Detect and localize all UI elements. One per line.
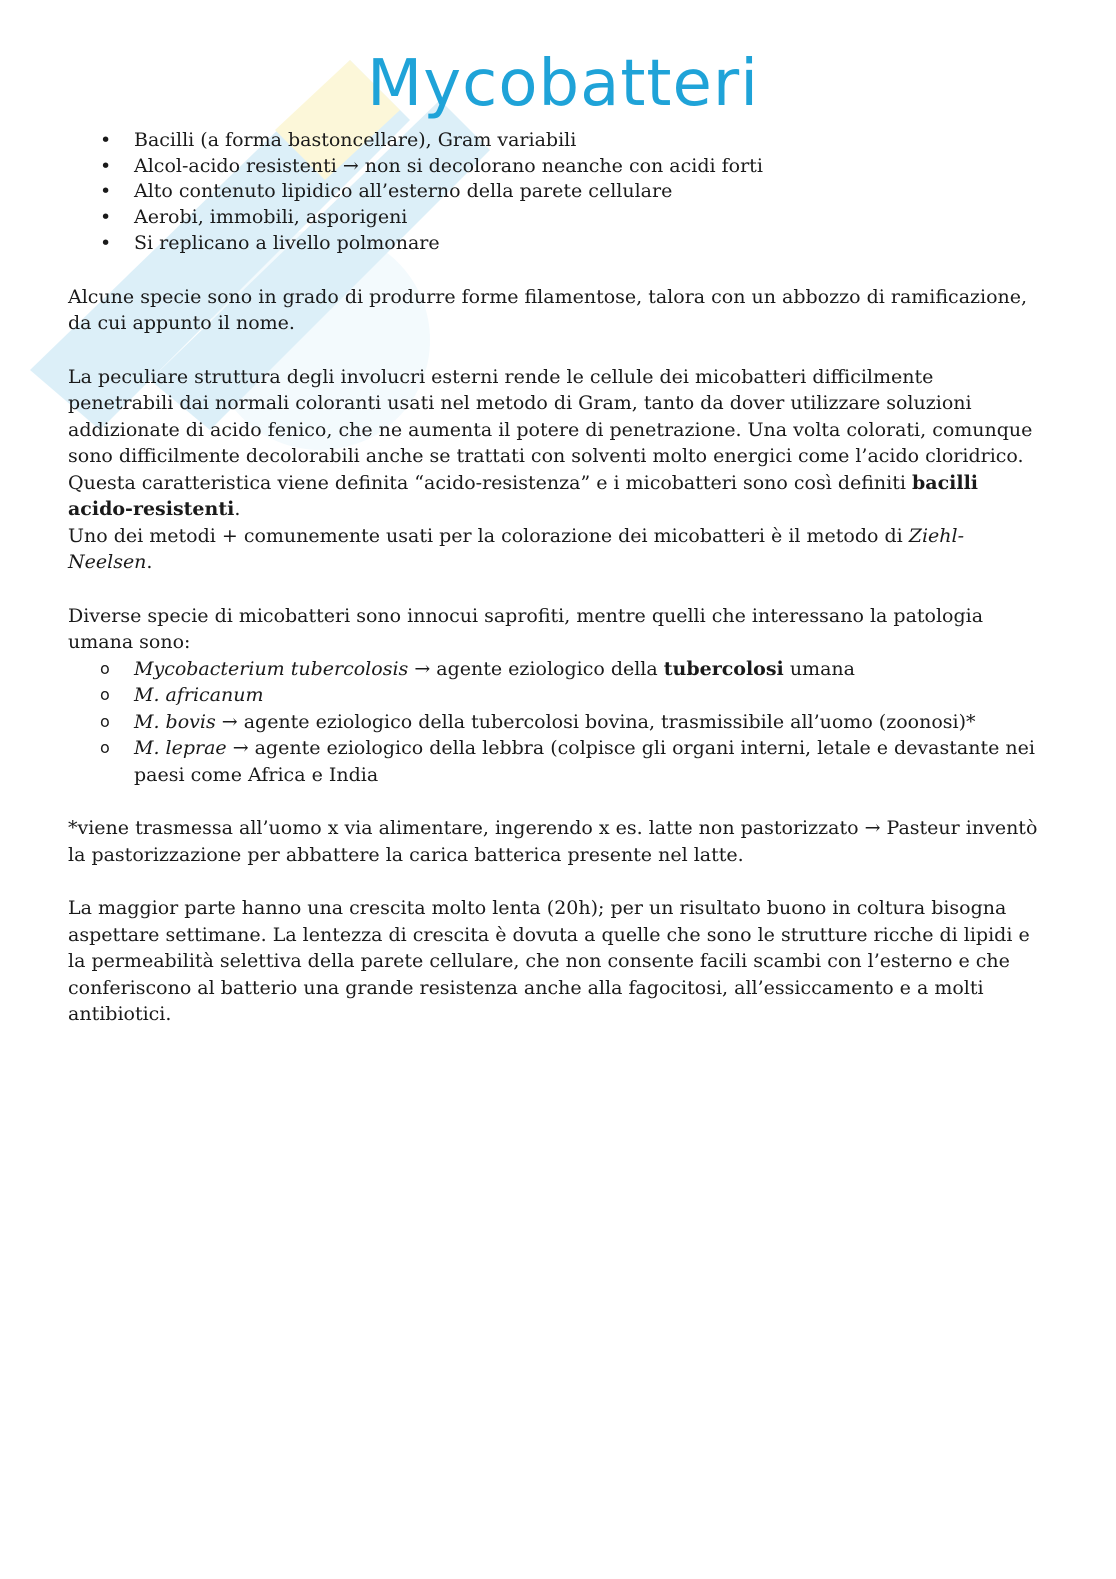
property-list bbox=[68, 128, 1038, 257]
paragraph-specie: Diverse specie di micobatteri sono innocui saprofiti, mentre quelli che interessano la patologia umana sono: bbox=[68, 604, 984, 654]
list-item-text: Alto contenuto lipidico all’esterno della parete cellulare bbox=[134, 180, 673, 203]
species-list bbox=[68, 656, 1038, 789]
term-ziehl-neelsen: Ziehl-Neelsen bbox=[68, 524, 965, 574]
list-item-text: Si replicano a livello polmonare bbox=[134, 231, 440, 254]
list-item-text: Alcol-acido resistenti → non si decolorano neanche con acidi forti bbox=[134, 154, 763, 177]
list-item: o Mycobacterium tubercolosis → agente eziologico della tubercolosi umana bbox=[68, 656, 1038, 683]
list-item: o M. africanum bbox=[68, 682, 1038, 709]
bullet-icon: • bbox=[100, 206, 112, 229]
term-bacilli-acido-resistenti: bacilli acido-resistenti bbox=[68, 471, 979, 521]
list-item bbox=[68, 231, 1038, 257]
bullet-icon: • bbox=[100, 180, 112, 203]
circle-bullet-icon: o bbox=[100, 711, 110, 731]
document-page bbox=[68, 0, 1038, 1028]
circle-bullet-icon: o bbox=[100, 685, 110, 705]
circle-bullet-icon: o bbox=[100, 738, 110, 758]
list-item bbox=[68, 179, 1038, 205]
paragraph-ziehl-neelsen: Uno dei metodi + comunemente usati per la colorazione dei micobatteri è il metodo di Ziehl-Neelsen. bbox=[68, 524, 965, 574]
list-item: o M. bovis → agente eziologico della tubercolosi bovina, trasmissibile all’uomo (zoonosi)* bbox=[68, 709, 1038, 736]
bullet-icon: • bbox=[100, 231, 112, 254]
bullet-icon: • bbox=[100, 154, 112, 177]
list-item bbox=[68, 154, 1038, 180]
list-item bbox=[68, 128, 1038, 154]
list-item-text: Aerobi, immobili, asporigeni bbox=[134, 206, 408, 229]
circle-bullet-icon: o bbox=[100, 658, 110, 678]
paragraph-crescita: La maggior parte hanno una crescita molto lenta (20h); per un risultato buono in coltura bisogna aspettare settimane. La lentezza di crescita è dovuta a quelle che sono le strutture ricche di lipidi e la permeabilità selettiva della parete cellulare, che non consente facili scambi con l’esterno e che conferiscono al batterio una grande resistenza anche alla fagocitosi, all’essiccamento e a molti antibiotici. bbox=[68, 897, 1030, 1026]
list-item bbox=[68, 205, 1038, 231]
page-title: Mycobatteri bbox=[367, 47, 759, 121]
list-item: o M. leprae → agente eziologico della lebbra (colpisce gli organi interni, letale e devastante nei paesi come Africa e India bbox=[100, 737, 1035, 786]
paragraph-pasteur: *viene trasmessa all’uomo x via alimentare, ingerendo x es. latte non pastorizzato → Pasteur inventò la pastorizzazione per abbattere la carica batterica presente nel latte. bbox=[68, 817, 1038, 866]
bullet-icon: • bbox=[100, 129, 112, 151]
list-item-text: Bacilli (a forma bastoncellare), Gram variabili bbox=[134, 129, 577, 151]
paragraph-acido-resistenza: La peculiare struttura degli involucri esterni rende le cellule dei micobatteri difficilmente penetrabili dai normali coloranti usati nel metodo di Gram, tanto da dover utilizzare soluzioni addizionate di acido fenico, che ne aumenta il potere di penetrazione. Una volta colorati, comunque sono difficilmente decolorabili anche se trattati con solventi molto energici come l’acido cloridrico. Questa caratteristica viene definita “acido-resistenza” e i micobatteri sono così definiti bacilli acido-resistenti. bbox=[68, 365, 1033, 521]
paragraph-filamentose: Alcune specie sono in grado di produrre forme filamentose, talora con un abbozzo di ramificazione, da cui appunto il nome. bbox=[68, 285, 1028, 335]
